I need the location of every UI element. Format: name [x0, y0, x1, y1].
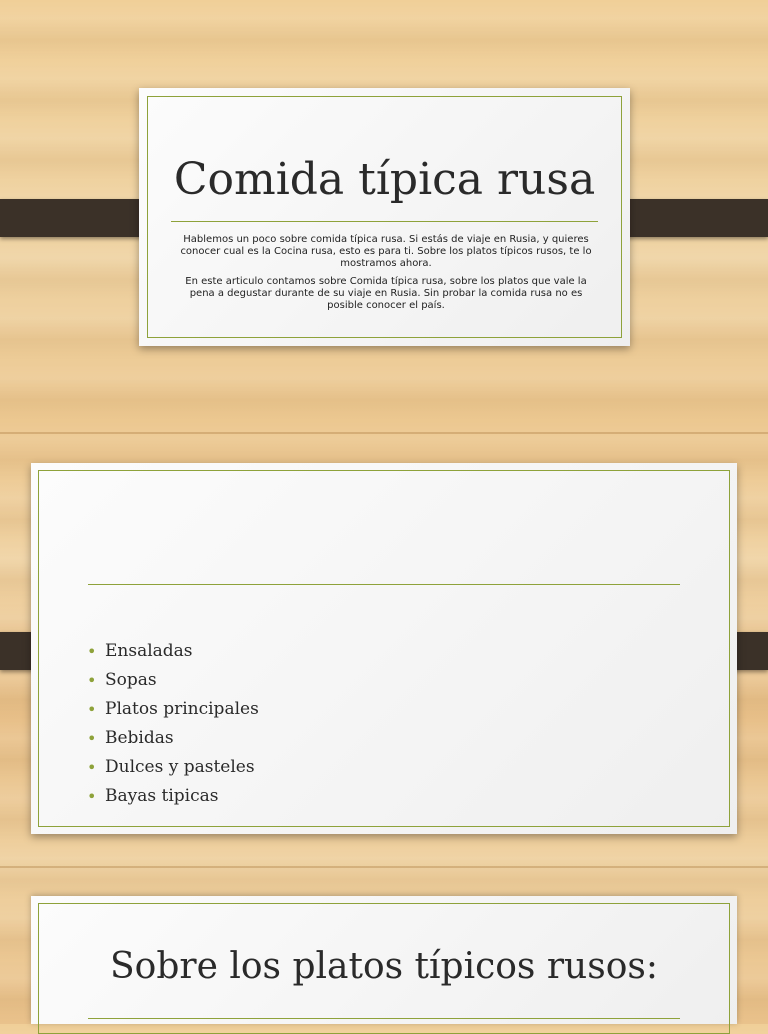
bullet-list	[87, 637, 259, 811]
bullet-icon: •	[87, 729, 97, 748]
list-item-label: Ensaladas	[105, 641, 193, 661]
strap-left	[0, 199, 156, 237]
list-item	[87, 637, 259, 666]
title-divider	[171, 221, 598, 222]
slide-title-heading: Comida típica rusa	[173, 154, 596, 205]
bullet-icon: •	[87, 758, 97, 777]
list-item	[87, 753, 259, 782]
bullet-icon: •	[87, 787, 97, 806]
list-item-label: Sopas	[105, 670, 157, 690]
list-item-label: Platos principales	[105, 699, 259, 719]
slide-section[interactable]	[31, 896, 737, 1024]
bullet-icon: •	[87, 671, 97, 690]
list-item	[87, 782, 259, 811]
title-divider	[88, 1018, 680, 1019]
bullet-icon: •	[87, 700, 97, 719]
list-item-label: Dulces y pasteles	[105, 757, 255, 777]
list-item-label: Bayas tipicas	[105, 786, 219, 806]
title-divider	[88, 584, 680, 585]
list-item	[87, 695, 259, 724]
bullet-icon: •	[87, 642, 97, 661]
slide-list[interactable]	[31, 463, 737, 834]
list-item	[87, 666, 259, 695]
wood-plank-seam	[0, 866, 768, 868]
slide-description	[177, 234, 595, 318]
wood-plank-seam	[0, 432, 768, 434]
description-paragraph: En este articulo contamos sobre Comida típica rusa, sobre los platos que vale la pena a degustar durante de su viaje en Rusia. Sin probar la comida rusa no es posible conocer el país.	[185, 276, 587, 311]
description-paragraph: Hablemos un poco sobre comida típica rusa. Si estás de viaje en Rusia, y quieres conocer cual es la Cocina rusa, esto es para ti. Sobre los platos típicos rusos, te lo mostramos ahora.	[180, 234, 592, 269]
list-item-label: Bebidas	[105, 728, 174, 748]
slide-title[interactable]	[139, 88, 630, 346]
strap-right	[612, 199, 768, 237]
list-item	[87, 724, 259, 753]
slide-section-heading: Sobre los platos típicos rusos:	[110, 946, 658, 987]
